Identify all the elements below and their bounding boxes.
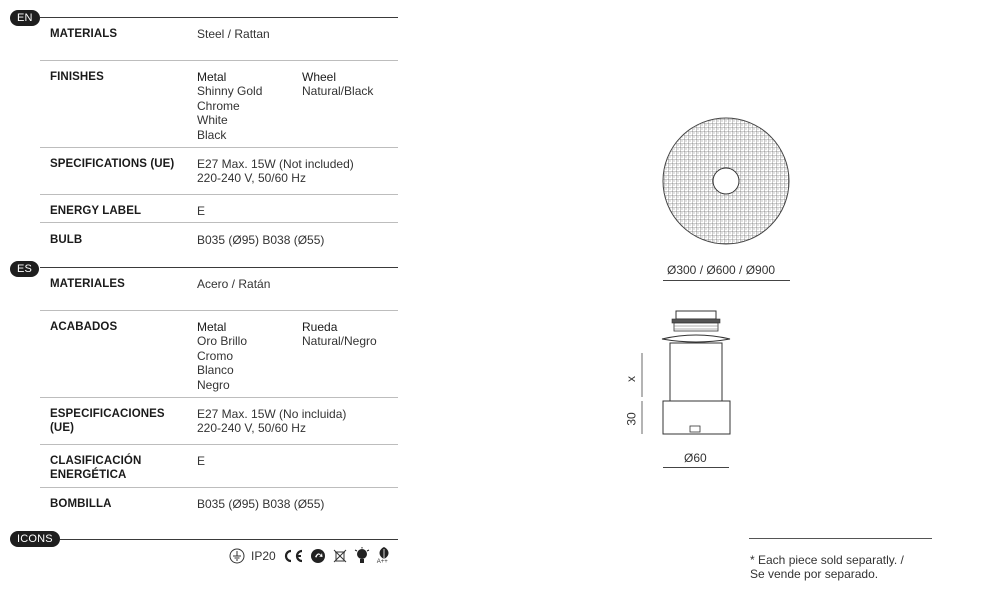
energy-value: E: [197, 204, 206, 218]
leaf-icon: [376, 546, 392, 560]
finish-item: Chrome: [197, 98, 240, 113]
height-x-label: x: [624, 376, 638, 382]
specs-line: 220-240 V, 50/60 Hz: [197, 421, 306, 436]
divider: [40, 310, 398, 311]
top-diameters: Ø300 / Ø600 / Ø900: [667, 263, 776, 277]
lang-badge-es: ES: [10, 261, 39, 277]
finish-item: White: [197, 113, 228, 128]
certification-icons: [229, 546, 392, 566]
especificaciones-value: [197, 407, 346, 436]
bulb-value: B035 (Ø95) B038 (Ø55): [197, 233, 325, 247]
label-line: CLASIFICACIÓN: [50, 455, 142, 467]
materiales-value: Acero / Ratán: [197, 277, 271, 291]
divider: [40, 444, 398, 445]
label-line: (UE): [50, 422, 75, 434]
divider: [40, 147, 398, 148]
ce-mark-icon: [282, 549, 304, 563]
dimension-line: [663, 280, 790, 281]
note-line-es: Se vende por separado.: [750, 567, 879, 581]
acabados-metal-column: [197, 320, 247, 392]
finish-item: Blanco: [197, 363, 234, 378]
ip-rating: IP20: [251, 549, 276, 563]
finish-item: Negro: [197, 377, 230, 392]
section-rule-es: [40, 267, 398, 268]
sold-separately-note: [750, 553, 904, 581]
finishes-wheel-column: [302, 70, 373, 99]
note-rule: [749, 538, 932, 539]
energy-leaf-icon: [376, 546, 392, 566]
specs-line: E27 Max. 15W (Not included): [197, 157, 354, 171]
specs-line: E27 Max. 15W (No incluida): [197, 407, 347, 421]
recycle-icon: [310, 548, 326, 564]
finishes-metal-column: [197, 70, 262, 142]
finish-item: Black: [197, 127, 227, 142]
energy-label: ENERGY LABEL: [50, 205, 142, 217]
finish-item: Shinny Gold: [197, 84, 263, 99]
lang-badge-en: EN: [10, 10, 40, 26]
divider: [40, 222, 398, 223]
specs-value: [197, 157, 354, 186]
energy-class: A++: [376, 559, 388, 565]
base-diameter: Ø60: [684, 451, 707, 465]
finish-item: Oro Brillo: [197, 334, 248, 349]
divider: [40, 487, 398, 488]
label-line: ENERGÉTICA: [50, 469, 127, 481]
bombilla-value: B035 (Ø95) B038 (Ø55): [197, 497, 325, 511]
finishes-label: FINISHES: [50, 71, 104, 83]
materiales-label: MATERIALES: [50, 278, 125, 290]
specs-line: 220-240 V, 50/60 Hz: [197, 171, 306, 186]
acabados-label: ACABADOS: [50, 321, 118, 333]
divider: [40, 60, 398, 61]
icons-badge: ICONS: [10, 531, 60, 547]
top-view-drawing: [660, 115, 795, 250]
especificaciones-label: [50, 407, 190, 435]
acabados-metal-head: Metal: [197, 320, 227, 334]
section-rule-icons: [60, 539, 398, 540]
bulb-label: BULB: [50, 234, 83, 246]
bombilla-label: BOMBILLA: [50, 498, 112, 510]
dimension-line: [663, 467, 729, 468]
finishes-metal-head: Metal: [197, 70, 227, 84]
materials-label: MATERIALS: [50, 28, 118, 40]
finish-item: Natural/Black: [302, 84, 374, 99]
note-line-en: * Each piece sold separatly. /: [750, 553, 904, 567]
specs-label: SPECIFICATIONS (UE): [50, 158, 175, 170]
divider: [40, 194, 398, 195]
divider: [40, 397, 398, 398]
led-bulb-icon: [354, 547, 370, 565]
materials-value: Steel / Rattan: [197, 27, 270, 41]
weee-bin-icon: [332, 548, 348, 564]
finishes-wheel-head: Wheel: [302, 70, 337, 84]
acabados-rueda-column: [302, 320, 377, 349]
section-rule-en: [40, 17, 398, 18]
finish-item: Natural/Negro: [302, 334, 377, 349]
height-30-label: 30: [624, 412, 639, 426]
clasificacion-value: E: [197, 454, 206, 468]
label-line: ESPECIFICACIONES: [50, 408, 165, 420]
ground-icon: [229, 548, 245, 564]
clasificacion-label: [50, 454, 190, 482]
finish-item: Cromo: [197, 348, 234, 363]
acabados-rueda-head: Rueda: [302, 320, 338, 334]
